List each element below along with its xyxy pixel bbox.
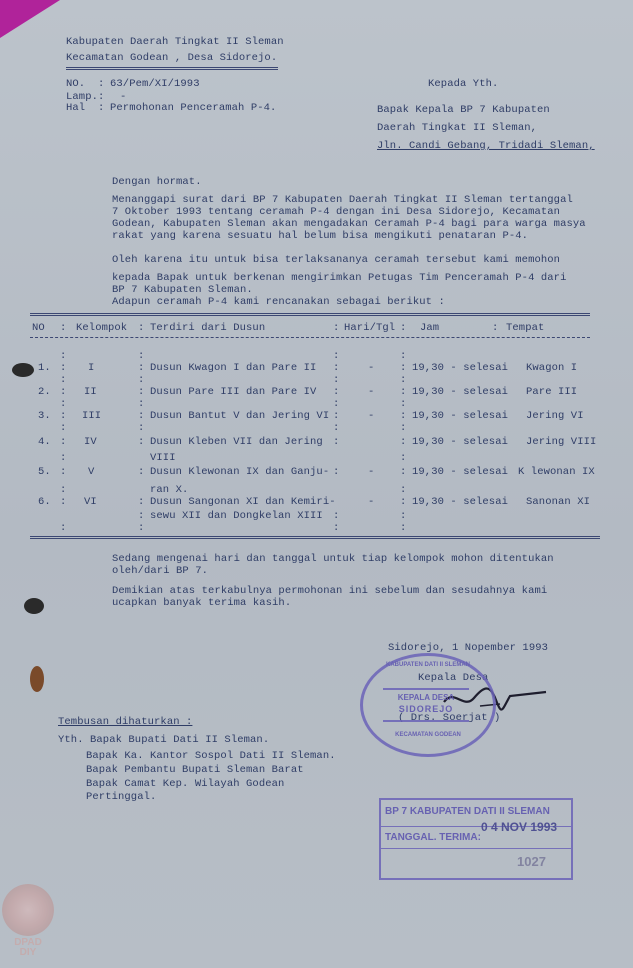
cell-dusun: Dusun Klewonan IX dan Ganju- [150,466,330,478]
cell-dusun: Dusun Sangonan XI dan Kemiri- [150,496,336,508]
no-label: NO. [66,78,86,90]
cell-kelompok: I [88,362,95,374]
cell-tempat: Jering VIII [526,436,597,448]
body-p1-line1: Menanggapi surat dari BP 7 Kabupaten Daerah Tingkat II Sleman tertanggal [112,194,573,206]
stamp-line1: KEPALA DESA [397,693,455,702]
cell-no: 1. [38,362,51,374]
table-header-rule [30,337,590,338]
th-jam: Jam [420,322,440,334]
header-line1: Kabupaten Daerah Tingkat II Sleman [66,36,284,48]
cc-item: Yth. Bapak Bupati Dati II Sleman. [58,734,270,746]
body-p1-line3: Godean, Kabupaten Sleman akan mengadakan Ceramah P-4 bagi para warga masya [112,218,586,230]
hal-label: Hal [66,102,86,114]
cc-heading: Tembusan dihaturkan : [58,716,193,728]
closing-thanks-line2: ucapkan banyak terima kasih. [112,597,292,609]
cell-no: 5. [38,466,51,478]
cell-hari: - [368,386,375,398]
recipient-line1: Bapak Kepala BP 7 Kabupaten [377,104,550,116]
body-p2-line3: BP 7 Kabupaten Sleman. [112,284,253,296]
cell-kelompok: II [84,386,97,398]
table-bottom-rule [30,536,600,539]
body-p1-line2: 7 Oktober 1993 tentang ceramah P-4 dengan ini Desa Sidorejo, Kecamatan [112,206,561,218]
cell-dusun: Dusun Bantut V dan Jering VI [150,410,330,422]
cell-dusun-cont: sewu XII dan Dongkelan XIII [150,510,323,522]
cell-jam: 19,30 - selesai [412,496,509,508]
cc-item: Pertinggal. [86,791,157,803]
no-value: 63/Pem/XI/1993 [110,78,200,90]
recipient-line2: Daerah Tingkat II Sleman, [377,122,538,134]
recipient-to: Kepada Yth. [428,78,499,90]
th-dusun: Terdiri dari Dusun [150,322,266,334]
th-hari: Hari/Tgl [344,322,396,334]
stamp-ring-bottom: KECAMATAN GODEAN [395,732,461,738]
cell-kelompok: IV [84,436,97,448]
cell-dusun: Dusun Pare III dan Pare IV [150,386,317,398]
th-tempat: Tempat [506,322,545,334]
cell-no: 2. [38,386,51,398]
cell-dusun-cont: VIII [150,452,176,464]
cell-hari: - [368,496,375,508]
cell-tempat: Sanonan XI [526,496,591,508]
ink-blot [24,598,44,614]
cell-jam: 19,30 - selesai [412,410,509,422]
cc-item: Bapak Pembantu Bupati Sleman Barat [86,764,304,776]
cell-jam: 19,30 - selesai [412,386,509,398]
archive-logo-icon [2,884,54,936]
cell-tempat: Jering VI [526,410,584,422]
header-underline [66,67,278,70]
cell-kelompok: V [88,466,95,478]
cell-tempat: Pare III [526,386,578,398]
ink-blot [30,666,44,692]
cell-jam: 19,30 - selesai [412,436,509,448]
cell-no: 6. [38,496,51,508]
cell-hari: - [368,410,375,422]
received-stamp [379,798,573,880]
cell-jam: 19,30 - selesai [412,362,509,374]
th-no: NO [32,322,45,334]
cell-hari: - [368,362,375,374]
closing-note-line1: Sedang mengenai hari dan tanggal untuk tiap kelompok mohon ditentukan [112,553,554,565]
cell-jam: 19,30 - selesai [412,466,509,478]
received-stamp-date: 0 4 NOV 1993 [481,820,558,834]
cell-dusun: Dusun Kwagon I dan Pare II [150,362,317,374]
archive-logo-text: DPAD DIY [14,937,42,958]
th-kelompok: Kelompok [76,322,128,334]
cell-hari: - [368,466,375,478]
cell-kelompok: III [82,410,102,422]
cell-dusun: Dusun Kleben VII dan Jering [150,436,323,448]
body-p2-line1: Oleh karena itu untuk bisa terlaksananya ceramah tersebut kami memohon [112,254,561,266]
stamp-ring-top: KABUPATEN DATI II SLEMAN [386,662,470,668]
cc-item: Bapak Ka. Kantor Sospol Dati II Sleman. [86,750,336,762]
body-p2-line4: Adapun ceramah P-4 kami rencanakan sebagai berikut : [112,296,445,308]
signatory-name: ( Drs. Soerjat ) [398,712,501,724]
ink-blot [12,363,34,377]
body-p2-line2: kepada Bapak untuk berkenan mengirimkan Petugas Tim Penceramah P-4 dari [112,272,567,284]
lamp-label: Lamp. [66,91,99,103]
corner-mark [0,0,60,38]
closing-note-line2: oleh/dari BP 7. [112,565,209,577]
cell-kelompok: VI [84,496,97,508]
cell-tempat: K lewonan IX [518,466,595,478]
lamp-value: - [120,91,127,103]
document-page: Kabupaten Daerah Tingkat II Sleman Kecamatan Godean , Desa Sidorejo. NO. : 63/Pem/XI/1993 Lamp. : - Hal : Permohonan Penceramah P-4. Kepada Yth. Bapak Kepala BP 7 Kabupaten Daerah Tingkat II Sleman, Jln. Candi Gebang, Tridadi Sleman, Dengan hormat. Menanggapi surat dari BP 7 Kabupaten Daerah Tingkat II Sleman tertanggal 7 Oktober 1993 tentang ceramah P-4 dengan ini Desa Sidorejo, Kecamatan Godean, Kabupaten Sleman akan mengadakan Ceramah P-4 bagi para warga masya rakat yang karena sesuatu hal belum bisa mengikuti penataran P-4. Oleh karena itu untuk bisa terlaksananya ceramah tersebut kami memohon kepada Bapak untuk berkenan mengirimkan Petugas Tim Penceramah P-4 dari BP 7 Kabupaten Sleman. Adapun ceramah P-4 kami rencanakan sebagai berikut : NO : Kelompok : Terdiri dari Dusun : Hari/Tgl : Jam : Tempat : : : : 1. : I : Dusun Kwagon I dan Pare II : - : 19,30 - selesai Kwagon I : : : : 2. : II : Dusun Pare III dan Pare IV : - : 19,30 - selesai Pare III : : : : 3. : III : Dusun Bantut V dan Jering VI : - : 19,30 - selesai Jering VI : : : : 4. : IV : Dusun Kleben VII dan Jering : : 19,30 - selesai Jering VIII : VIII : 5. : V : Dusun Klewonan IX dan Ganju- : - : 19,30 - selesai K lewonan IX : ran X. : 6. : VI : Dusun Sangonan XI dan Kemiri- - : 19,30 - selesai Sanonan XI : sewu XII dan Dongkelan XIII : : : : : : Sedang mengenai hari dan tanggal untuk tiap kelompok mohon ditentukan oleh/dari BP 7. Demikian atas terkabulnya permohonan ini sebelum dan sesudahnya kami ucapkan banyak terima kasih. Sidorejo, 1 Nopember 1993 Kepala Desa ( Drs. Soerjat ) KEPALA DESA SIDOREJO KABUPATEN DATI II SLEMAN KECAMATAN GODEAN Tembusan dihaturkan : Yth. Bapak Bupati Dati II Sleman. Bapak Ka. Kantor Sospol Dati II Sleman. Bapak Pembantu Bupati Sleman Barat Bapak Camat Kep. Wilayah Godean Pertinggal. BP 7 KABUPATEN DATI II SLEMAN TANGGAL. TERIMA: 0 4 NOV 1993 1027 DPAD DIY [0,0,633,968]
hal-value: Permohonan Penceramah P-4. [110,102,277,114]
cc-item: Bapak Camat Kep. Wilayah Godean [86,778,285,790]
signature-title: Kepala Desa [418,672,489,684]
received-stamp-line1: BP 7 KABUPATEN DATI II SLEMAN [385,806,550,817]
received-stamp-number: 1027 [517,854,546,869]
cell-no: 3. [38,410,51,422]
closing-thanks-line1: Demikian atas terkabulnya permohonan ini sebelum dan sesudahnya kami [112,585,548,597]
village-stamp [360,653,496,757]
greeting: Dengan hormat. [112,176,202,188]
stamp-line2: SIDOREJO [398,704,454,714]
body-p1-line4: rakat yang karena sesuatu hal belum bisa mengikuti penataran P-4. [112,230,529,242]
received-stamp-label: TANGGAL. TERIMA: [385,832,481,843]
table-top-rule [30,313,590,316]
cell-no: 4. [38,436,51,448]
recipient-line3: Jln. Candi Gebang, Tridadi Sleman, [377,140,595,152]
cell-dusun-cont: ran X. [150,484,189,496]
cell-tempat: Kwagon I [526,362,578,374]
place-date: Sidorejo, 1 Nopember 1993 [388,642,549,654]
header-line2: Kecamatan Godean , Desa Sidorejo. [66,52,278,64]
